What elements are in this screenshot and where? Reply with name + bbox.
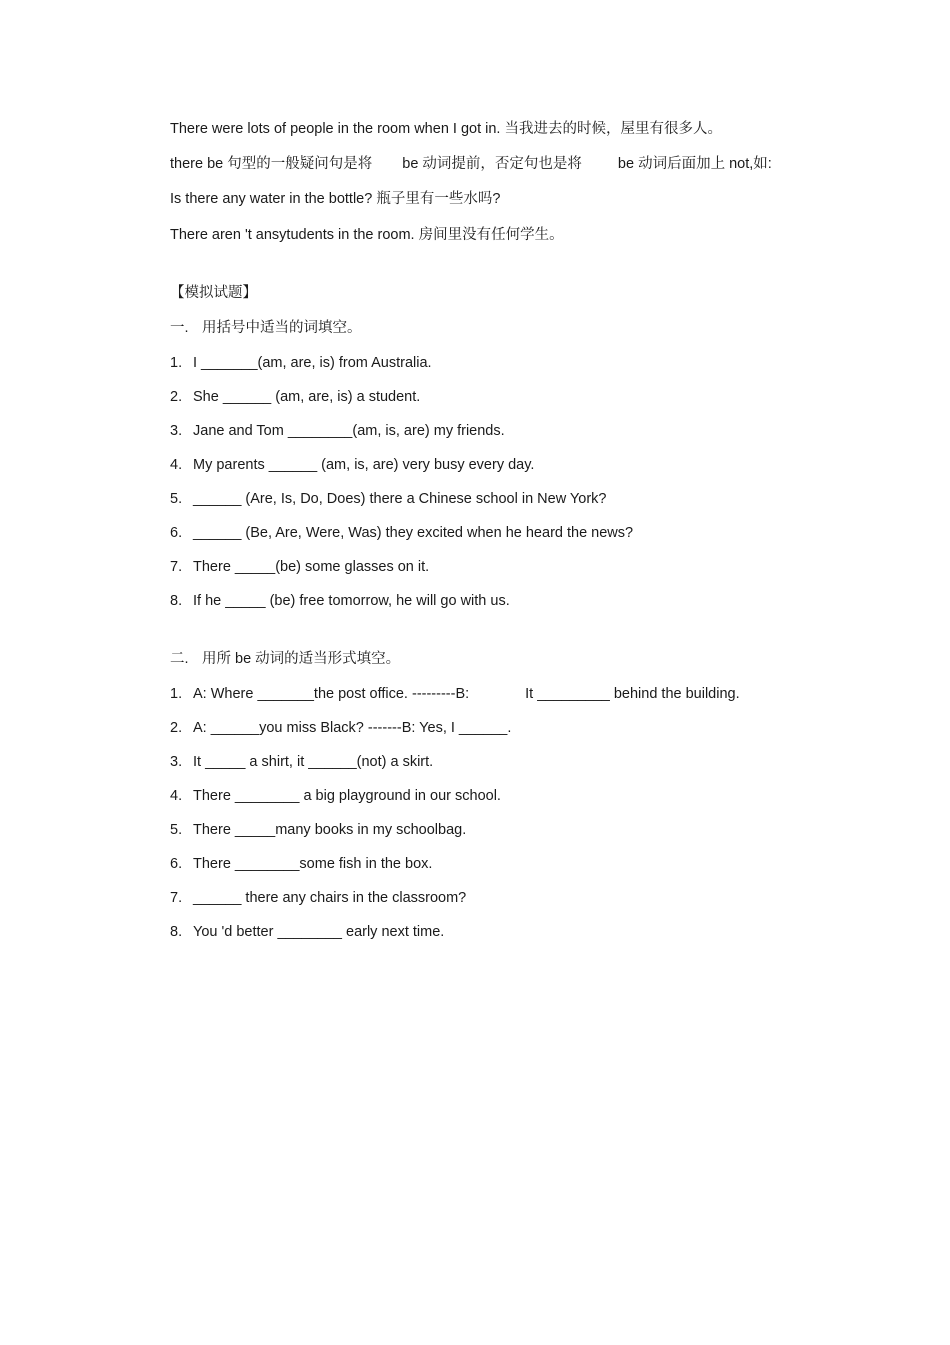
intro-line-2 xyxy=(170,155,772,173)
part2-item xyxy=(170,753,433,771)
part2-item xyxy=(170,685,740,703)
intro-line-1: There were lots of people in the room when I got in. 当我进去的时候，屋里有很多人。 xyxy=(170,121,722,137)
part1-number: 一. xyxy=(170,320,189,336)
part1-item xyxy=(170,354,432,372)
item-text: There _____(be) some glasses on it. xyxy=(193,559,430,575)
part1-item xyxy=(170,422,505,440)
part2-item xyxy=(170,787,501,805)
item-number: 5. xyxy=(170,491,183,507)
item-number: 7. xyxy=(170,890,183,906)
item-text: She ______ (am, are, is) a student. xyxy=(193,389,421,405)
item-text: You 'd better ________ early next time. xyxy=(193,924,445,940)
item-number: 2. xyxy=(170,720,183,736)
part2-item xyxy=(170,889,466,907)
part2-number: 二. xyxy=(170,651,189,667)
item-text: A: ______you miss Black? -------B: Yes, I ______. xyxy=(193,720,512,736)
item-text: My parents ______ (am, is, are) very busy every day. xyxy=(193,457,535,473)
part2-item xyxy=(170,719,511,737)
part2-item xyxy=(170,855,432,873)
part1-item xyxy=(170,592,510,610)
item-number: 6. xyxy=(170,525,183,541)
item-text: ______ (Be, Are, Were, Was) they excited when he heard the news? xyxy=(193,525,634,541)
item-number: 3. xyxy=(170,754,183,770)
part2-title: 用所 be 动词的适当形式填空。 xyxy=(202,651,401,667)
item-number: 8. xyxy=(170,593,183,609)
item-text: There ________some fish in the box. xyxy=(193,856,433,872)
part1-item xyxy=(170,388,420,406)
item-text: ______ there any chairs in the classroom? xyxy=(193,890,467,906)
item-text: I _______(am, are, is) from Australia. xyxy=(193,355,432,371)
item-text: There _____many books in my schoolbag. xyxy=(193,822,467,838)
part1-heading xyxy=(170,319,362,337)
part1-item xyxy=(170,490,606,508)
item-number: 3. xyxy=(170,423,183,439)
item-number: 5. xyxy=(170,822,183,838)
item-number: 2. xyxy=(170,389,183,405)
intro-line-2-part-b: be 动词提前，否定句也是将 xyxy=(402,156,582,172)
intro-line-2-part-a: there be 句型的一般疑问句是将 xyxy=(170,156,373,172)
item-text: It _____ a shirt, it ______(not) a skirt. xyxy=(193,754,434,770)
part2-item xyxy=(170,821,466,839)
item-text: ______ (Are, Is, Do, Does) there a Chinese school in New York? xyxy=(193,491,607,507)
part1-title: 用括号中适当的词填空。 xyxy=(202,320,362,336)
intro-line-2-part-c: be 动词后面加上 not,如: xyxy=(617,156,772,172)
item-number: 6. xyxy=(170,856,183,872)
item-number: 1. xyxy=(170,686,183,702)
item-number: 4. xyxy=(170,788,183,804)
item-number: 8. xyxy=(170,924,183,940)
item-number: 4. xyxy=(170,457,183,473)
item-text: Jane and Tom ________(am, is, are) my friends. xyxy=(193,423,505,439)
part2-item xyxy=(170,923,444,941)
item-text-part-b: It _________ behind the building. xyxy=(525,686,740,702)
item-number: 1. xyxy=(170,355,183,371)
part1-item xyxy=(170,524,633,542)
intro-line-4: There aren 't ansytudents in the room. 房间里没有任何学生。 xyxy=(170,227,564,243)
part1-item xyxy=(170,558,429,576)
intro-line-3: Is there any water in the bottle? 瓶子里有一些水吗? xyxy=(170,191,501,207)
item-text-part-a: A: Where _______the post office. ---------B: xyxy=(193,686,470,702)
item-text: If he _____ (be) free tomorrow, he will go with us. xyxy=(193,593,510,609)
part2-heading xyxy=(170,650,400,668)
section-title: 【模拟试题】 xyxy=(170,285,257,301)
item-number: 7. xyxy=(170,559,183,575)
part1-item xyxy=(170,456,534,474)
item-text: There ________ a big playground in our school. xyxy=(193,788,501,804)
